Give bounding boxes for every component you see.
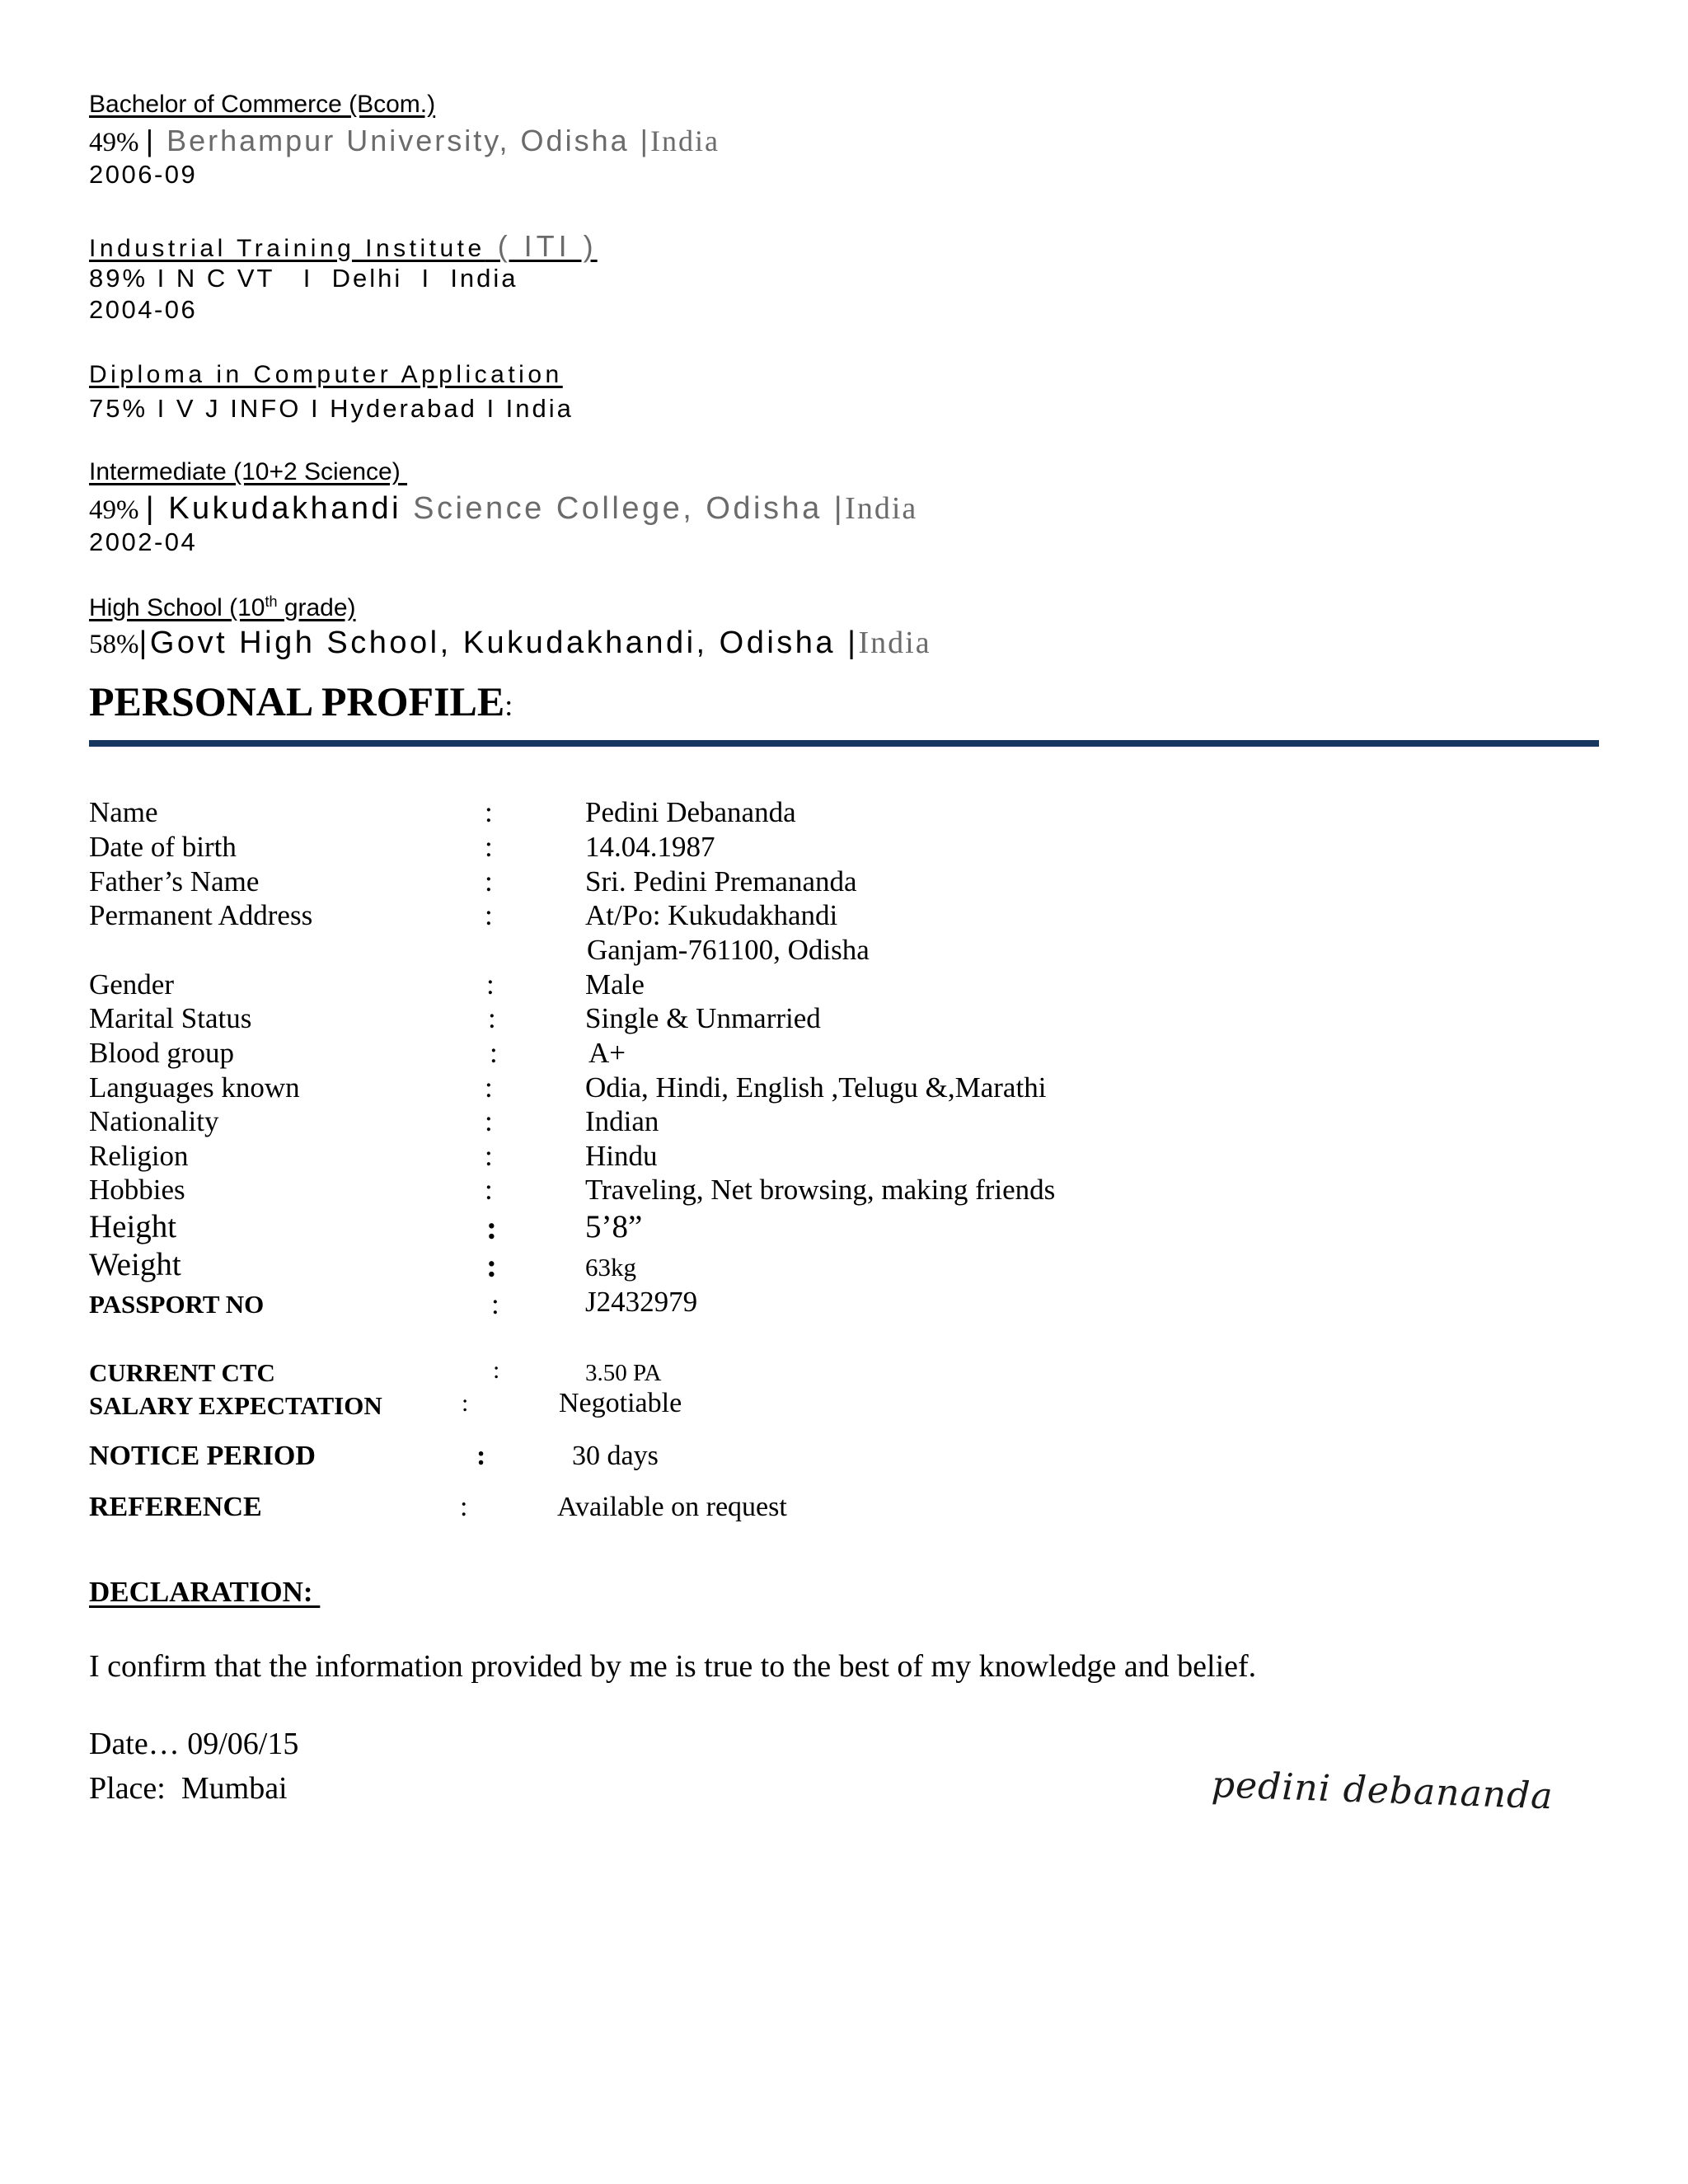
profile-value-religion: Hindu [585, 1140, 658, 1172]
profile-value-notice: 30 days [572, 1441, 659, 1471]
profile-colon: : [485, 831, 493, 863]
edu-highschool-institution: |Govt High School, Kukudakhandi, Odisha | [138, 626, 859, 660]
profile-value-reference: Available on request [557, 1492, 787, 1522]
edu-iti-title [89, 229, 598, 264]
profile-label-religion: Religion [89, 1140, 189, 1172]
profile-colon: : [485, 899, 493, 931]
edu-intermediate-institution-dark: Kukudakhandi [168, 491, 414, 526]
profile-colon: : [486, 968, 495, 1001]
edu-iti-years: 2004-06 [89, 295, 198, 324]
profile-value-address-line2: Ganjam-761100, Odisha [587, 934, 870, 966]
profile-value-nationality: Indian [585, 1105, 659, 1137]
profile-label-reference: REFERENCE [89, 1492, 262, 1522]
profile-value-ctc: 3.50 PA [585, 1360, 662, 1386]
profile-colon: : [488, 1002, 496, 1034]
profile-label-passport: PASSPORT NO [89, 1290, 265, 1319]
section-divider [89, 740, 1599, 747]
profile-label-dob: Date of birth [89, 831, 237, 863]
profile-colon: : [476, 1441, 486, 1471]
profile-value-blood: A+ [588, 1037, 626, 1069]
profile-value-passport: J2432979 [585, 1286, 698, 1318]
edu-bcom-years: 2006-09 [89, 160, 198, 189]
profile-label-blood: Blood group [89, 1037, 234, 1069]
profile-value-hobbies: Traveling, Net browsing, making friends [585, 1174, 1056, 1206]
edu-intermediate-separator: | [145, 491, 169, 526]
profile-label-languages: Languages known [89, 1071, 300, 1104]
profile-colon: : [493, 1357, 500, 1384]
profile-colon: : [486, 1249, 497, 1284]
profile-colon: : [490, 1037, 498, 1069]
edu-intermediate-institution-gray: Science College, Odisha | [413, 491, 846, 526]
edu-iti-details: 89% I N C VT I Delhi I India [89, 264, 518, 293]
profile-label-ctc: CURRENT CTC [89, 1358, 275, 1387]
profile-value-salary: Negotiable [559, 1388, 682, 1418]
profile-value-name: Pedini Debananda [585, 796, 796, 828]
section-title-text: PERSONAL PROFILE [89, 678, 505, 724]
edu-intermediate-country: India [845, 491, 918, 526]
edu-bcom-institution: Berhampur University, Odisha | [166, 124, 650, 157]
profile-colon: : [460, 1492, 468, 1522]
declaration-title: DECLARATION: [89, 1576, 321, 1608]
edu-highschool-percent: 58% [89, 630, 139, 659]
edu-iti-title-suffix: ( ITI ) [485, 229, 598, 263]
profile-label-father: Father’s Name [89, 865, 260, 898]
profile-label-height: Height [89, 1209, 177, 1244]
profile-colon: : [485, 1105, 493, 1137]
profile-value-height: 5’8” [585, 1209, 643, 1244]
signature: pedini debananda [1211, 1764, 1554, 1818]
edu-bcom-separator: | [145, 124, 167, 157]
profile-colon: : [485, 865, 493, 898]
edu-highschool-title [89, 593, 356, 622]
profile-label-marital: Marital Status [89, 1002, 252, 1034]
profile-value-weight: 63kg [585, 1253, 636, 1282]
section-title-personal-profile [89, 677, 513, 725]
edu-bcom-country: India [649, 124, 720, 157]
profile-label-gender: Gender [89, 968, 175, 1001]
profile-colon: : [486, 1211, 497, 1246]
edu-intermediate-title: Intermediate (10+2 Science) [89, 458, 408, 485]
edu-intermediate-years: 2002-04 [89, 527, 198, 556]
profile-colon: : [485, 1140, 493, 1172]
edu-dca-title: Diploma in Computer Application [89, 361, 563, 388]
edu-iti-title-main: Industrial Training Institute [89, 235, 485, 262]
edu-highschool-title-sup: th [265, 593, 278, 610]
profile-label-address: Permanent Address [89, 899, 313, 931]
edu-highschool-line [89, 625, 931, 661]
profile-label-nationality: Nationality [89, 1105, 219, 1137]
profile-label-name: Name [89, 796, 158, 828]
profile-colon: : [485, 1071, 493, 1104]
profile-value-languages: Odia, Hindi, English ,Telugu &,Marathi [585, 1071, 1047, 1104]
profile-colon: : [485, 1174, 493, 1206]
profile-value-marital: Single & Unmarried [585, 1002, 821, 1034]
declaration-text: I confirm that the information provided by me is true to the best of my knowledge and belief. [89, 1649, 1257, 1684]
edu-bcom-line [89, 124, 720, 158]
edu-highschool-country: India [858, 626, 931, 660]
declaration-date: Date… 09/06/15 [89, 1727, 299, 1761]
edu-intermediate-line [89, 490, 917, 527]
edu-highschool-title-post: grade) [277, 594, 356, 621]
profile-colon: : [491, 1288, 499, 1320]
profile-value-gender: Male [585, 968, 645, 1001]
profile-label-hobbies: Hobbies [89, 1174, 185, 1206]
profile-colon: : [485, 796, 493, 828]
edu-bcom-percent: 49% [89, 128, 146, 157]
profile-label-weight: Weight [89, 1247, 181, 1282]
section-title-colon: : [504, 689, 513, 722]
edu-dca-details: 75% I V J INFO I Hyderabad I India [89, 394, 574, 423]
profile-label-salary: SALARY EXPECTATION [89, 1391, 382, 1420]
profile-value-father: Sri. Pedini Premananda [585, 865, 857, 898]
profile-value-dob: 14.04.1987 [585, 831, 715, 863]
profile-label-notice: NOTICE PERIOD [89, 1441, 316, 1471]
profile-colon: : [462, 1390, 469, 1417]
declaration-place: Place: Mumbai [89, 1771, 288, 1806]
edu-bcom-title: Bachelor of Commerce (Bcom.) [89, 91, 436, 118]
edu-highschool-title-pre: High School (10 [89, 594, 265, 621]
edu-intermediate-percent: 49% [89, 495, 146, 525]
profile-value-address-line1: At/Po: Kukudakhandi [585, 899, 838, 931]
